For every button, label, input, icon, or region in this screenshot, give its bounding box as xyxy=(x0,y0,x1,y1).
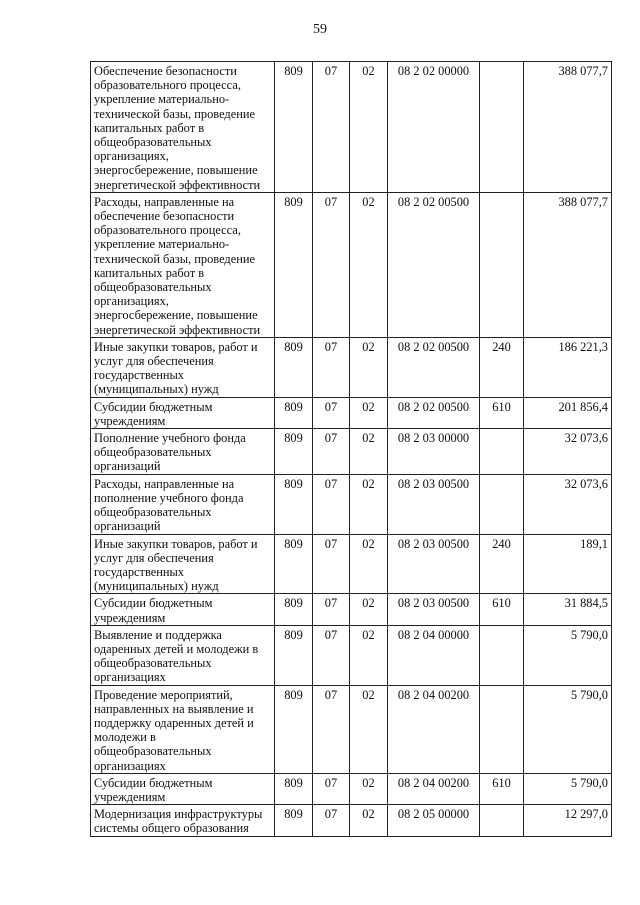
row-department-code-cell: 809 xyxy=(275,474,313,534)
row-expense-type-cell xyxy=(480,685,524,773)
row-section-cell: 07 xyxy=(313,773,350,804)
row-section-cell: 07 xyxy=(313,534,350,594)
row-target-article-cell: 08 2 04 00200 xyxy=(388,773,480,804)
row-sum-cell: 32 073,6 xyxy=(524,474,612,534)
row-sum-cell: 388 077,7 xyxy=(524,62,612,193)
row-department-code-cell: 809 xyxy=(275,397,313,428)
row-subsection-cell: 02 xyxy=(350,534,388,594)
row-department-code-cell: 809 xyxy=(275,685,313,773)
row-expense-type-cell xyxy=(480,192,524,337)
row-department-code-cell: 809 xyxy=(275,429,313,475)
row-target-article-cell: 08 2 04 00200 xyxy=(388,685,480,773)
row-target-article-cell: 08 2 02 00500 xyxy=(388,397,480,428)
row-subsection-cell: 02 xyxy=(350,594,388,625)
row-subsection-cell: 02 xyxy=(350,62,388,193)
row-section-cell: 07 xyxy=(313,474,350,534)
row-section-cell: 07 xyxy=(313,337,350,397)
row-subsection-cell: 02 xyxy=(350,429,388,475)
row-name-cell: Субсидии бюджетным учреждениям xyxy=(91,397,275,428)
page-number: 59 xyxy=(313,22,327,37)
row-expense-type-cell: 240 xyxy=(480,534,524,594)
row-target-article-cell: 08 2 02 00000 xyxy=(388,62,480,193)
table-row xyxy=(91,625,612,685)
row-department-code-cell: 809 xyxy=(275,625,313,685)
row-name-cell: Иные закупки товаров, работ и услуг для обеспечения государственных (муниципальных) нужд xyxy=(91,534,275,594)
row-subsection-cell: 02 xyxy=(350,474,388,534)
row-section-cell: 07 xyxy=(313,429,350,475)
budget-table-body xyxy=(91,62,612,837)
row-target-article-cell: 08 2 02 00500 xyxy=(388,337,480,397)
row-section-cell: 07 xyxy=(313,192,350,337)
row-department-code-cell: 809 xyxy=(275,805,313,836)
table-row xyxy=(91,192,612,337)
row-sum-cell: 31 884,5 xyxy=(524,594,612,625)
row-target-article-cell: 08 2 05 00000 xyxy=(388,805,480,836)
row-section-cell: 07 xyxy=(313,685,350,773)
row-expense-type-cell xyxy=(480,805,524,836)
row-subsection-cell: 02 xyxy=(350,397,388,428)
table-row xyxy=(91,534,612,594)
budget-table xyxy=(90,61,612,837)
row-subsection-cell: 02 xyxy=(350,337,388,397)
row-target-article-cell: 08 2 02 00500 xyxy=(388,192,480,337)
row-department-code-cell: 809 xyxy=(275,594,313,625)
table-row xyxy=(91,805,612,836)
row-department-code-cell: 809 xyxy=(275,534,313,594)
row-subsection-cell: 02 xyxy=(350,685,388,773)
row-name-cell: Обеспечение безопасности образовательного процесса, укрепление материально-технической базы, проведение капитальных работ в общеобразовательных организациях, энергосбережение, повышение энергетической эффективности xyxy=(91,62,275,193)
table-row xyxy=(91,594,612,625)
row-name-cell: Модернизация инфраструктуры системы общего образования xyxy=(91,805,275,836)
row-target-article-cell: 08 2 04 00000 xyxy=(388,625,480,685)
row-target-article-cell: 08 2 03 00500 xyxy=(388,474,480,534)
table-row xyxy=(91,429,612,475)
row-name-cell: Проведение мероприятий, направленных на выявление и поддержку одаренных детей и молодежи в общеобразовательных организациях xyxy=(91,685,275,773)
row-expense-type-cell xyxy=(480,429,524,475)
table-row xyxy=(91,474,612,534)
row-subsection-cell: 02 xyxy=(350,773,388,804)
row-section-cell: 07 xyxy=(313,805,350,836)
row-subsection-cell: 02 xyxy=(350,625,388,685)
row-expense-type-cell: 240 xyxy=(480,337,524,397)
table-row xyxy=(91,685,612,773)
row-sum-cell: 201 856,4 xyxy=(524,397,612,428)
table-row xyxy=(91,773,612,804)
row-expense-type-cell xyxy=(480,62,524,193)
row-name-cell: Иные закупки товаров, работ и услуг для обеспечения государственных (муниципальных) нужд xyxy=(91,337,275,397)
row-subsection-cell: 02 xyxy=(350,805,388,836)
row-department-code-cell: 809 xyxy=(275,337,313,397)
row-department-code-cell: 809 xyxy=(275,62,313,193)
row-expense-type-cell: 610 xyxy=(480,773,524,804)
row-name-cell: Субсидии бюджетным учреждениям xyxy=(91,773,275,804)
row-sum-cell: 5 790,0 xyxy=(524,773,612,804)
row-department-code-cell: 809 xyxy=(275,773,313,804)
row-sum-cell: 189,1 xyxy=(524,534,612,594)
row-name-cell: Расходы, направленные на обеспечение безопасности образовательного процесса, укрепление материально-технической базы, проведение капитальных работ в общеобразовательных организациях, энергосбережение, повышение энергетической эффективности xyxy=(91,192,275,337)
row-target-article-cell: 08 2 03 00500 xyxy=(388,534,480,594)
row-name-cell: Субсидии бюджетным учреждениям xyxy=(91,594,275,625)
row-name-cell: Выявление и поддержка одаренных детей и молодежи в общеобразовательных организациях xyxy=(91,625,275,685)
table-row xyxy=(91,62,612,193)
row-section-cell: 07 xyxy=(313,594,350,625)
row-department-code-cell: 809 xyxy=(275,192,313,337)
row-target-article-cell: 08 2 03 00000 xyxy=(388,429,480,475)
row-target-article-cell: 08 2 03 00500 xyxy=(388,594,480,625)
row-expense-type-cell: 610 xyxy=(480,397,524,428)
row-section-cell: 07 xyxy=(313,625,350,685)
row-sum-cell: 5 790,0 xyxy=(524,625,612,685)
row-section-cell: 07 xyxy=(313,62,350,193)
table-row xyxy=(91,397,612,428)
row-name-cell: Пополнение учебного фонда общеобразовательных организаций xyxy=(91,429,275,475)
row-section-cell: 07 xyxy=(313,397,350,428)
row-expense-type-cell: 610 xyxy=(480,594,524,625)
row-sum-cell: 12 297,0 xyxy=(524,805,612,836)
row-name-cell: Расходы, направленные на пополнение учебного фонда общеобразовательных организаций xyxy=(91,474,275,534)
row-expense-type-cell xyxy=(480,625,524,685)
row-expense-type-cell xyxy=(480,474,524,534)
row-sum-cell: 32 073,6 xyxy=(524,429,612,475)
row-sum-cell: 186 221,3 xyxy=(524,337,612,397)
row-sum-cell: 388 077,7 xyxy=(524,192,612,337)
row-subsection-cell: 02 xyxy=(350,192,388,337)
row-sum-cell: 5 790,0 xyxy=(524,685,612,773)
table-row xyxy=(91,337,612,397)
